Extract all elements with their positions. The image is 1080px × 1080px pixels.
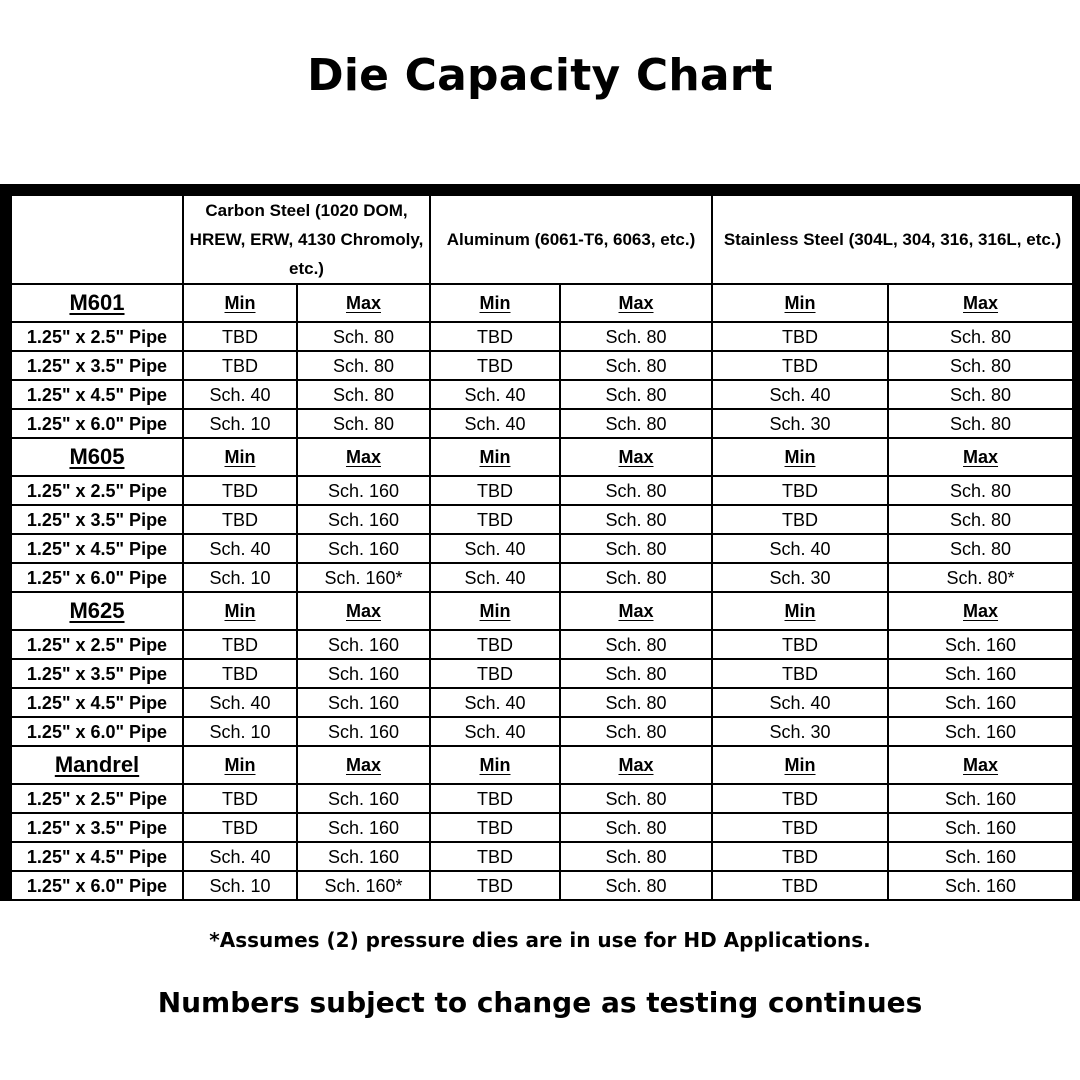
- value-cell: Sch. 80: [297, 409, 430, 438]
- pipe-size-cell: 1.25" x 6.0" Pipe: [11, 717, 183, 746]
- pipe-size-cell: 1.25" x 4.5" Pipe: [11, 380, 183, 409]
- value-cell: Sch. 160: [297, 813, 430, 842]
- material-header-stainless-steel: Stainless Steel (304L, 304, 316, 316L, etc.): [712, 195, 1073, 284]
- value-cell: Sch. 80: [560, 380, 712, 409]
- value-cell: Sch. 80: [888, 534, 1073, 563]
- value-cell: Sch. 80: [560, 871, 712, 900]
- value-cell: Sch. 160*: [297, 563, 430, 592]
- min-header-stainless: Min: [712, 592, 888, 630]
- value-cell: TBD: [430, 351, 560, 380]
- value-cell: Sch. 160: [297, 534, 430, 563]
- die-capacity-table: [10, 194, 1074, 901]
- section-header-row: [11, 746, 1073, 784]
- value-cell: Sch. 80: [560, 505, 712, 534]
- value-cell: Sch. 40: [430, 688, 560, 717]
- value-cell: Sch. 80: [560, 351, 712, 380]
- value-cell: TBD: [712, 630, 888, 659]
- value-cell: Sch. 160: [297, 784, 430, 813]
- max-header-carbon: Max: [297, 284, 430, 322]
- value-cell: Sch. 80*: [888, 563, 1073, 592]
- value-cell: TBD: [430, 505, 560, 534]
- value-cell: Sch. 10: [183, 563, 297, 592]
- value-cell: TBD: [430, 813, 560, 842]
- max-header-aluminum: Max: [560, 438, 712, 476]
- max-header-carbon: Max: [297, 592, 430, 630]
- min-header-stainless: Min: [712, 438, 888, 476]
- value-cell: TBD: [183, 784, 297, 813]
- min-header-stainless: Min: [712, 284, 888, 322]
- value-cell: Sch. 160: [297, 717, 430, 746]
- value-cell: Sch. 80: [888, 322, 1073, 351]
- table-row: [11, 322, 1073, 351]
- pipe-size-cell: 1.25" x 3.5" Pipe: [11, 813, 183, 842]
- table-row: [11, 784, 1073, 813]
- table-row: [11, 351, 1073, 380]
- value-cell: Sch. 160: [888, 717, 1073, 746]
- value-cell: Sch. 80: [560, 322, 712, 351]
- table-row: [11, 409, 1073, 438]
- min-header-carbon: Min: [183, 438, 297, 476]
- value-cell: TBD: [430, 871, 560, 900]
- table-row: [11, 630, 1073, 659]
- value-cell: Sch. 80: [888, 351, 1073, 380]
- value-cell: TBD: [183, 630, 297, 659]
- value-cell: Sch. 80: [560, 659, 712, 688]
- value-cell: Sch. 80: [560, 813, 712, 842]
- pipe-size-cell: 1.25" x 6.0" Pipe: [11, 409, 183, 438]
- model-label: M605: [11, 438, 183, 476]
- pipe-size-cell: 1.25" x 6.0" Pipe: [11, 871, 183, 900]
- value-cell: Sch. 160: [888, 871, 1073, 900]
- table-row: [11, 688, 1073, 717]
- value-cell: Sch. 80: [888, 380, 1073, 409]
- value-cell: Sch. 40: [183, 380, 297, 409]
- section-header-row: [11, 438, 1073, 476]
- table-row: [11, 871, 1073, 900]
- min-header-aluminum: Min: [430, 438, 560, 476]
- table-row: [11, 717, 1073, 746]
- pipe-size-cell: 1.25" x 2.5" Pipe: [11, 630, 183, 659]
- value-cell: Sch. 80: [560, 534, 712, 563]
- value-cell: TBD: [712, 784, 888, 813]
- max-header-stainless: Max: [888, 746, 1073, 784]
- value-cell: Sch. 80: [560, 409, 712, 438]
- value-cell: Sch. 80: [560, 630, 712, 659]
- value-cell: Sch. 160: [888, 659, 1073, 688]
- value-cell: Sch. 160: [888, 630, 1073, 659]
- footnote: *Assumes (2) pressure dies are in use for HD Applications.: [209, 928, 871, 952]
- value-cell: TBD: [183, 813, 297, 842]
- value-cell: Sch. 80: [888, 476, 1073, 505]
- value-cell: TBD: [183, 322, 297, 351]
- min-header-aluminum: Min: [430, 746, 560, 784]
- pipe-size-cell: 1.25" x 4.5" Pipe: [11, 842, 183, 871]
- value-cell: Sch. 80: [888, 505, 1073, 534]
- value-cell: Sch. 80: [560, 842, 712, 871]
- value-cell: Sch. 160: [297, 630, 430, 659]
- value-cell: TBD: [183, 351, 297, 380]
- value-cell: Sch. 160: [888, 813, 1073, 842]
- value-cell: Sch. 30: [712, 563, 888, 592]
- min-header-stainless: Min: [712, 746, 888, 784]
- value-cell: TBD: [712, 476, 888, 505]
- value-cell: TBD: [712, 505, 888, 534]
- value-cell: Sch. 80: [560, 563, 712, 592]
- table-row: [11, 813, 1073, 842]
- value-cell: Sch. 160: [297, 659, 430, 688]
- value-cell: Sch. 40: [430, 380, 560, 409]
- pipe-size-cell: 1.25" x 6.0" Pipe: [11, 563, 183, 592]
- pipe-size-cell: 1.25" x 3.5" Pipe: [11, 659, 183, 688]
- value-cell: Sch. 10: [183, 717, 297, 746]
- value-cell: Sch. 160: [888, 688, 1073, 717]
- disclaimer: Numbers subject to change as testing continues: [157, 986, 923, 1019]
- model-label: M625: [11, 592, 183, 630]
- value-cell: Sch. 40: [183, 842, 297, 871]
- value-cell: Sch. 30: [712, 409, 888, 438]
- table-row: [11, 659, 1073, 688]
- value-cell: TBD: [712, 871, 888, 900]
- value-cell: Sch. 80: [888, 409, 1073, 438]
- max-header-stainless: Max: [888, 592, 1073, 630]
- value-cell: TBD: [430, 630, 560, 659]
- max-header-carbon: Max: [297, 438, 430, 476]
- pipe-size-cell: 1.25" x 4.5" Pipe: [11, 688, 183, 717]
- value-cell: Sch. 160: [888, 784, 1073, 813]
- min-header-carbon: Min: [183, 284, 297, 322]
- value-cell: Sch. 80: [297, 380, 430, 409]
- max-header-aluminum: Max: [560, 592, 712, 630]
- value-cell: Sch. 10: [183, 409, 297, 438]
- pipe-size-cell: 1.25" x 2.5" Pipe: [11, 784, 183, 813]
- table-row: [11, 476, 1073, 505]
- table-row: [11, 842, 1073, 871]
- model-label: Mandrel: [11, 746, 183, 784]
- min-header-aluminum: Min: [430, 592, 560, 630]
- value-cell: TBD: [430, 784, 560, 813]
- value-cell: Sch. 160: [297, 476, 430, 505]
- pipe-size-cell: 1.25" x 3.5" Pipe: [11, 505, 183, 534]
- corner-cell: [11, 195, 183, 284]
- value-cell: Sch. 40: [430, 563, 560, 592]
- value-cell: TBD: [183, 476, 297, 505]
- value-cell: TBD: [712, 351, 888, 380]
- capacity-table-frame: [0, 184, 1080, 901]
- max-header-stainless: Max: [888, 284, 1073, 322]
- value-cell: TBD: [430, 322, 560, 351]
- pipe-size-cell: 1.25" x 4.5" Pipe: [11, 534, 183, 563]
- value-cell: Sch. 30: [712, 717, 888, 746]
- value-cell: TBD: [712, 659, 888, 688]
- value-cell: TBD: [430, 842, 560, 871]
- page-title: Die Capacity Chart: [307, 50, 773, 101]
- value-cell: TBD: [183, 505, 297, 534]
- value-cell: TBD: [430, 659, 560, 688]
- min-header-carbon: Min: [183, 746, 297, 784]
- value-cell: Sch. 160*: [297, 871, 430, 900]
- value-cell: Sch. 10: [183, 871, 297, 900]
- material-header-carbon-steel: Carbon Steel (1020 DOM, HREW, ERW, 4130 Chromoly, etc.): [183, 195, 430, 284]
- value-cell: Sch. 80: [560, 784, 712, 813]
- material-header-aluminum: Aluminum (6061-T6, 6063, etc.): [430, 195, 712, 284]
- value-cell: Sch. 80: [560, 717, 712, 746]
- value-cell: Sch. 40: [712, 688, 888, 717]
- value-cell: TBD: [183, 659, 297, 688]
- max-header-stainless: Max: [888, 438, 1073, 476]
- table-row: [11, 380, 1073, 409]
- value-cell: Sch. 160: [888, 842, 1073, 871]
- table-row: [11, 534, 1073, 563]
- section-header-row: [11, 592, 1073, 630]
- value-cell: Sch. 160: [297, 842, 430, 871]
- value-cell: Sch. 80: [560, 688, 712, 717]
- value-cell: Sch. 80: [560, 476, 712, 505]
- value-cell: Sch. 40: [430, 409, 560, 438]
- table-row: [11, 563, 1073, 592]
- min-header-aluminum: Min: [430, 284, 560, 322]
- pipe-size-cell: 1.25" x 2.5" Pipe: [11, 476, 183, 505]
- value-cell: Sch. 40: [712, 380, 888, 409]
- pipe-size-cell: 1.25" x 3.5" Pipe: [11, 351, 183, 380]
- value-cell: TBD: [430, 476, 560, 505]
- value-cell: Sch. 80: [297, 322, 430, 351]
- section-header-row: [11, 284, 1073, 322]
- value-cell: Sch. 160: [297, 688, 430, 717]
- value-cell: TBD: [712, 842, 888, 871]
- value-cell: Sch. 40: [712, 534, 888, 563]
- min-header-carbon: Min: [183, 592, 297, 630]
- max-header-carbon: Max: [297, 746, 430, 784]
- value-cell: TBD: [712, 813, 888, 842]
- value-cell: Sch. 40: [430, 534, 560, 563]
- value-cell: TBD: [712, 322, 888, 351]
- material-header-row: [11, 195, 1073, 284]
- pipe-size-cell: 1.25" x 2.5" Pipe: [11, 322, 183, 351]
- max-header-aluminum: Max: [560, 746, 712, 784]
- value-cell: Sch. 160: [297, 505, 430, 534]
- model-label: M601: [11, 284, 183, 322]
- max-header-aluminum: Max: [560, 284, 712, 322]
- value-cell: Sch. 40: [183, 534, 297, 563]
- value-cell: Sch. 40: [183, 688, 297, 717]
- value-cell: Sch. 80: [297, 351, 430, 380]
- table-row: [11, 505, 1073, 534]
- value-cell: Sch. 40: [430, 717, 560, 746]
